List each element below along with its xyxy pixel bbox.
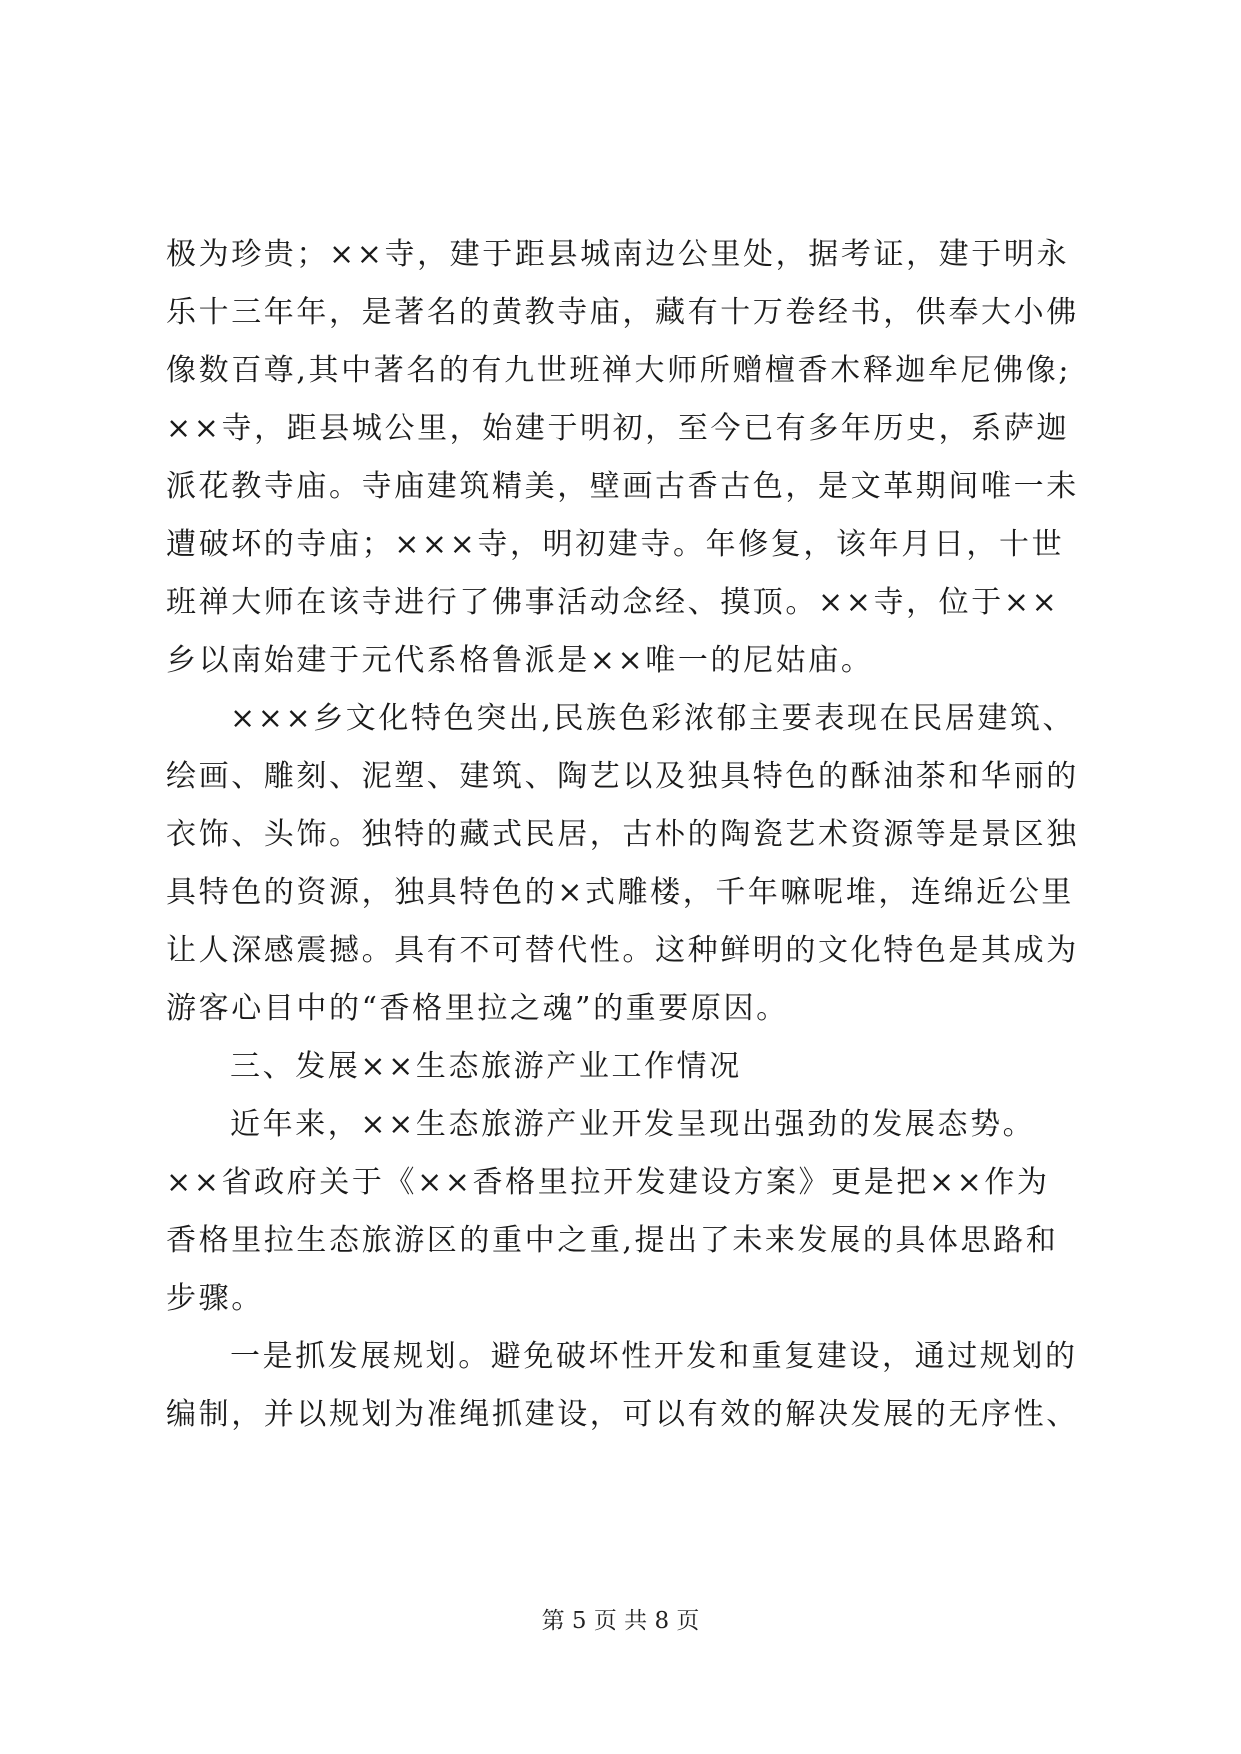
text-line-2: 乐十三年年，是著名的黄教寺庙，藏有十万卷经书，供奉大小佛 <box>166 295 1079 330</box>
text-line-5: 派花教寺庙。寺庙建筑精美，壁画古香古色，是文革期间唯一未 <box>166 469 1079 504</box>
text-line-10: 绘画、雕刻、泥塑、建筑、陶艺以及独具特色的酥油茶和华丽的 <box>166 759 1079 794</box>
text-line-16: 近年来，××生态旅游产业开发呈现出强劲的发展态势。 <box>230 1107 1036 1142</box>
text-line-7: 班禅大师在该寺进行了佛事活动念经、摸顶。××寺，位于×× <box>166 585 1060 620</box>
page-footer: 第 5 页 共 8 页 <box>541 1608 700 1634</box>
text-line-19: 步骤。 <box>166 1281 264 1316</box>
text-line-21: 编制，并以规划为准绳抓建设，可以有效的解决发展的无序性、 <box>166 1397 1079 1432</box>
text-line-17: ××省政府关于《××香格里拉开发建设方案》更是把××作为 <box>166 1165 1050 1200</box>
text-line-11: 衣饰、头饰。独特的藏式民居，古朴的陶瓷艺术资源等是景区独 <box>166 817 1079 852</box>
text-line-14: 游客心目中的“香格里拉之魂”的重要原因。 <box>166 991 789 1026</box>
text-line-1: 极为珍贵；××寺，建于距县城南边公里处，据考证，建于明永 <box>166 237 1070 272</box>
text-line-3: 像数百尊,其中著名的有九世班禅大师所赠檀香木释迦牟尼佛像; <box>166 353 1072 388</box>
text-line-18: 香格里拉生态旅游区的重中之重,提出了未来发展的具体思路和 <box>166 1223 1059 1258</box>
text-line-8: 乡以南始建于元代系格鲁派是××唯一的尼姑庙。 <box>166 643 874 678</box>
document-body <box>166 226 1078 1444</box>
text-line-9: ×××乡文化特色突出,民族色彩浓郁主要表现在民居建筑、 <box>230 701 1076 736</box>
text-line-12: 具特色的资源，独具特色的×式雕楼，千年嘛呢堆，连绵近公里 <box>166 875 1074 910</box>
text-line-4: ××寺，距县城公里，始建于明初，至今已有多年历史，系萨迦 <box>166 411 1070 446</box>
text-line-13: 让人深感震撼。具有不可替代性。这种鲜明的文化特色是其成为 <box>166 933 1079 968</box>
text-line-20: 一是抓发展规划。避免破坏性开发和重复建设，通过规划的 <box>230 1339 1078 1374</box>
section-heading: 三、发展××生态旅游产业工作情况 <box>230 1049 742 1084</box>
text-line-6: 遭破坏的寺庙；×××寺，明初建寺。年修复，该年月日，十世 <box>166 527 1065 562</box>
